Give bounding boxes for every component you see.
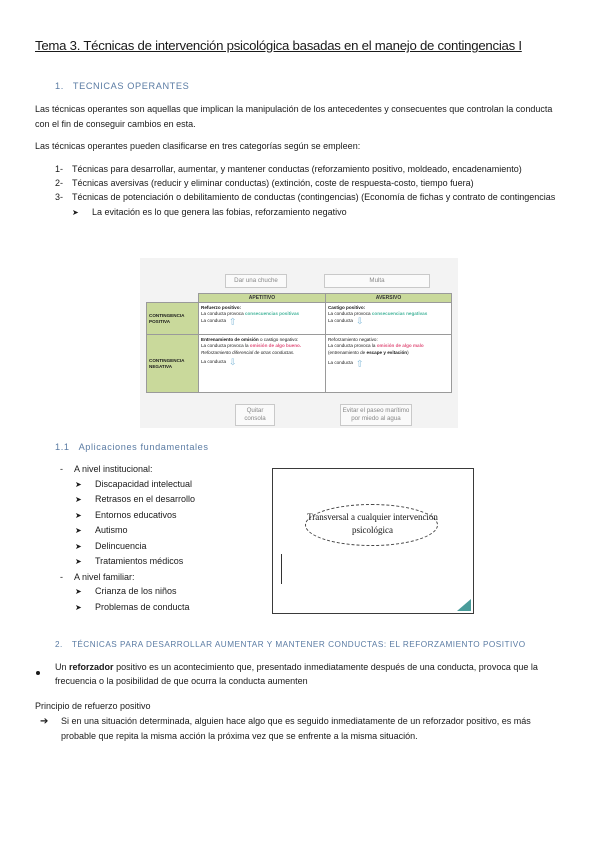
section-title: TÉCNICAS PARA DESARROLLAR AUMENTAR Y MANTENER CONDUCTAS: EL REFORZAMIENTO POSITIVO	[71, 640, 526, 649]
list-text: Crianza de los niños	[95, 586, 177, 596]
cell-text: La conducta	[327, 360, 353, 366]
cell-text: o castigo negativo:	[259, 337, 299, 343]
arrowhead-icon: ➤	[75, 541, 82, 551]
example-chip-avoid-walk: Evitar el paseo marítimo por miedo al agua	[340, 404, 412, 426]
reforzador-paragraph	[36, 660, 566, 688]
arrowhead-icon: ➤	[75, 587, 82, 596]
list-item	[75, 554, 195, 570]
list-text: Técnicas para desarrollar, aumentar, y mantener conductas (reforzamiento positivo, moldeado, encadenamiento)	[72, 164, 522, 174]
dash-bullet: -	[60, 464, 63, 474]
intro-paragraph: Las técnicas operantes son aquellas que implican la manipulación de los antecedentes y consecuentes que controlan la conducta con el fin de conseguir cambios en esta.	[35, 104, 553, 129]
list-item	[55, 176, 565, 190]
section-title: Aplicaciones fundamentales	[78, 442, 209, 452]
principle-label: Principio de refuerzo positivo	[35, 701, 151, 711]
cell-negative-reinforcement	[325, 335, 451, 393]
cell-highlight: consecuencias negativas	[371, 311, 428, 317]
list-item	[55, 190, 565, 204]
list-item	[75, 508, 195, 524]
cell-title: Entrenamiento de omisión	[201, 337, 259, 343]
applications-list	[60, 462, 195, 615]
right-arrow-icon: ➔	[40, 716, 49, 727]
row-header-negative: CONTINGENCIA NEGATIVA	[147, 335, 199, 393]
section-title: TECNICAS OPERANTES	[72, 81, 190, 91]
list-number: 1-	[55, 164, 64, 174]
arrowhead-icon: ➤	[75, 526, 82, 535]
cell-title: Refuerzo positivo:	[201, 305, 242, 311]
list-text: Tratamientos médicos	[95, 556, 184, 566]
category-list	[55, 162, 565, 220]
example-chip-remove-console: Quitar consola	[235, 404, 275, 426]
cell-highlight: consecuencias positivas	[244, 311, 300, 317]
list-text: Técnicas de potenciación o debilitamiento de conductas (contingencias) (Economía de fichas y contrato de contingencias	[72, 192, 556, 202]
arrow-note	[72, 205, 565, 220]
arrowhead-icon: ➤	[75, 510, 82, 520]
cell-omission-training	[199, 335, 326, 393]
cell-text: La conducta provoca la	[201, 343, 249, 349]
section-heading-1-1	[55, 442, 209, 452]
cell-text: La conducta provoca	[201, 311, 244, 317]
cell-italic-text: Reforzamiento diferencial de otras conductas.	[201, 349, 295, 355]
list-text: Discapacidad intelectual	[95, 478, 193, 489]
cell-highlight: escape y evitación	[366, 349, 408, 355]
list-item	[75, 523, 195, 539]
dash-bullet: -	[60, 571, 63, 582]
cell-text: La conducta	[201, 317, 227, 323]
column-header-aversive: AVERSIVO	[325, 294, 451, 303]
example-chip-appetitive: Dar una chuche	[225, 274, 287, 288]
list-text: Entornos educativos	[95, 509, 177, 520]
cell-text: La conducta provoca la	[327, 343, 376, 349]
corner-triangle-icon	[457, 599, 471, 611]
cell-text: )	[407, 349, 409, 355]
arrow-up-icon: ⇩	[229, 315, 237, 326]
reforzador-pre: Un	[55, 662, 67, 672]
example-chip-aversive: Multa	[324, 274, 430, 288]
principle-paragraph	[40, 714, 566, 743]
cell-title: Reforzamiento negativo:	[327, 337, 378, 343]
list-text: Delincuencia	[95, 540, 147, 551]
list-text: Autismo	[95, 525, 128, 535]
reforzador-definition: positivo es un acontecimiento que, presentado inmediatamente después de una conducta, provoca que la frecuencia o la posibilidad de que ocurra la conducta aumenten	[55, 662, 538, 686]
arrow-down-icon: ⇩	[355, 315, 364, 326]
classify-paragraph: Las técnicas operantes pueden clasificarse en tres categorías según se empleen:	[35, 141, 361, 151]
cell-text: La conducta provoca	[327, 311, 371, 317]
list-item	[75, 600, 195, 616]
column-header-appetitive: APETITIVO	[199, 294, 326, 303]
arrowhead-icon: ➤	[72, 208, 79, 217]
slide-text: Transversal a cualquier intervención psicológica	[307, 512, 438, 535]
list-text: Problemas de conducta	[95, 601, 190, 612]
contingency-table-figure	[140, 258, 458, 428]
list-item	[75, 477, 195, 493]
section-heading-2	[55, 640, 526, 649]
document-title: Tema 3. Técnicas de intervención psicológica basadas en el manejo de contingencias I	[35, 38, 522, 53]
slide-image	[272, 468, 474, 614]
row-header-positive: CONTINGENCIA POSITIVA	[147, 303, 199, 335]
list-text: Técnicas aversivas (reducir y eliminar conductas) (extinción, coste de respuesta-costo, tiempo fuera)	[72, 178, 474, 188]
list-item	[60, 462, 195, 477]
cell-text: La conducta	[201, 359, 227, 365]
list-label: A nivel institucional:	[74, 464, 153, 474]
arrow-up-icon: ⇩	[355, 357, 364, 368]
list-number: 2-	[55, 178, 64, 188]
arrow-note-text: La evitación es lo que genera las fobias, reforzamiento negativo	[92, 207, 347, 217]
cell-title: Castigo positivo:	[327, 305, 366, 311]
cell-highlight: omisión de algo bueno.	[249, 343, 302, 349]
cell-highlight: omisión de algo malo	[376, 343, 424, 349]
list-label: A nivel familiar:	[74, 571, 135, 582]
arrowhead-icon: ➤	[75, 557, 82, 566]
list-number: 3-	[55, 192, 64, 202]
list-item	[75, 584, 195, 600]
section-heading-1	[55, 81, 189, 91]
cell-positive-punishment	[325, 303, 451, 335]
table-corner	[147, 294, 199, 303]
section-number: 1.1	[55, 442, 70, 452]
arrowhead-icon: ➤	[75, 479, 82, 489]
bullet-dot	[36, 660, 55, 688]
arrow-down-icon: ⇩	[229, 356, 237, 367]
text-cursor-line	[281, 554, 282, 584]
cell-positive-reinforcement	[199, 303, 326, 335]
reforzador-term: reforzador	[69, 662, 114, 672]
cell-text: (entrenamiento de	[327, 349, 366, 355]
list-item	[60, 570, 195, 585]
list-item	[75, 492, 195, 508]
contingency-table	[146, 293, 452, 393]
section-number: 2.	[55, 640, 63, 649]
list-text: Retrasos en el desarrollo	[95, 494, 196, 504]
arrowhead-icon: ➤	[75, 495, 82, 504]
arrowhead-icon: ➤	[75, 602, 82, 612]
section-number: 1.	[55, 81, 64, 91]
list-item	[75, 539, 195, 555]
cell-text: La conducta	[327, 317, 353, 323]
principle-text: Si en una situación determinada, alguien hace algo que es seguido inmediatamente de un reforzador positivo, es más probable que repita la misma acción la próxima vez que se enfrente a la misma situación.	[61, 716, 531, 741]
list-item	[55, 162, 565, 176]
